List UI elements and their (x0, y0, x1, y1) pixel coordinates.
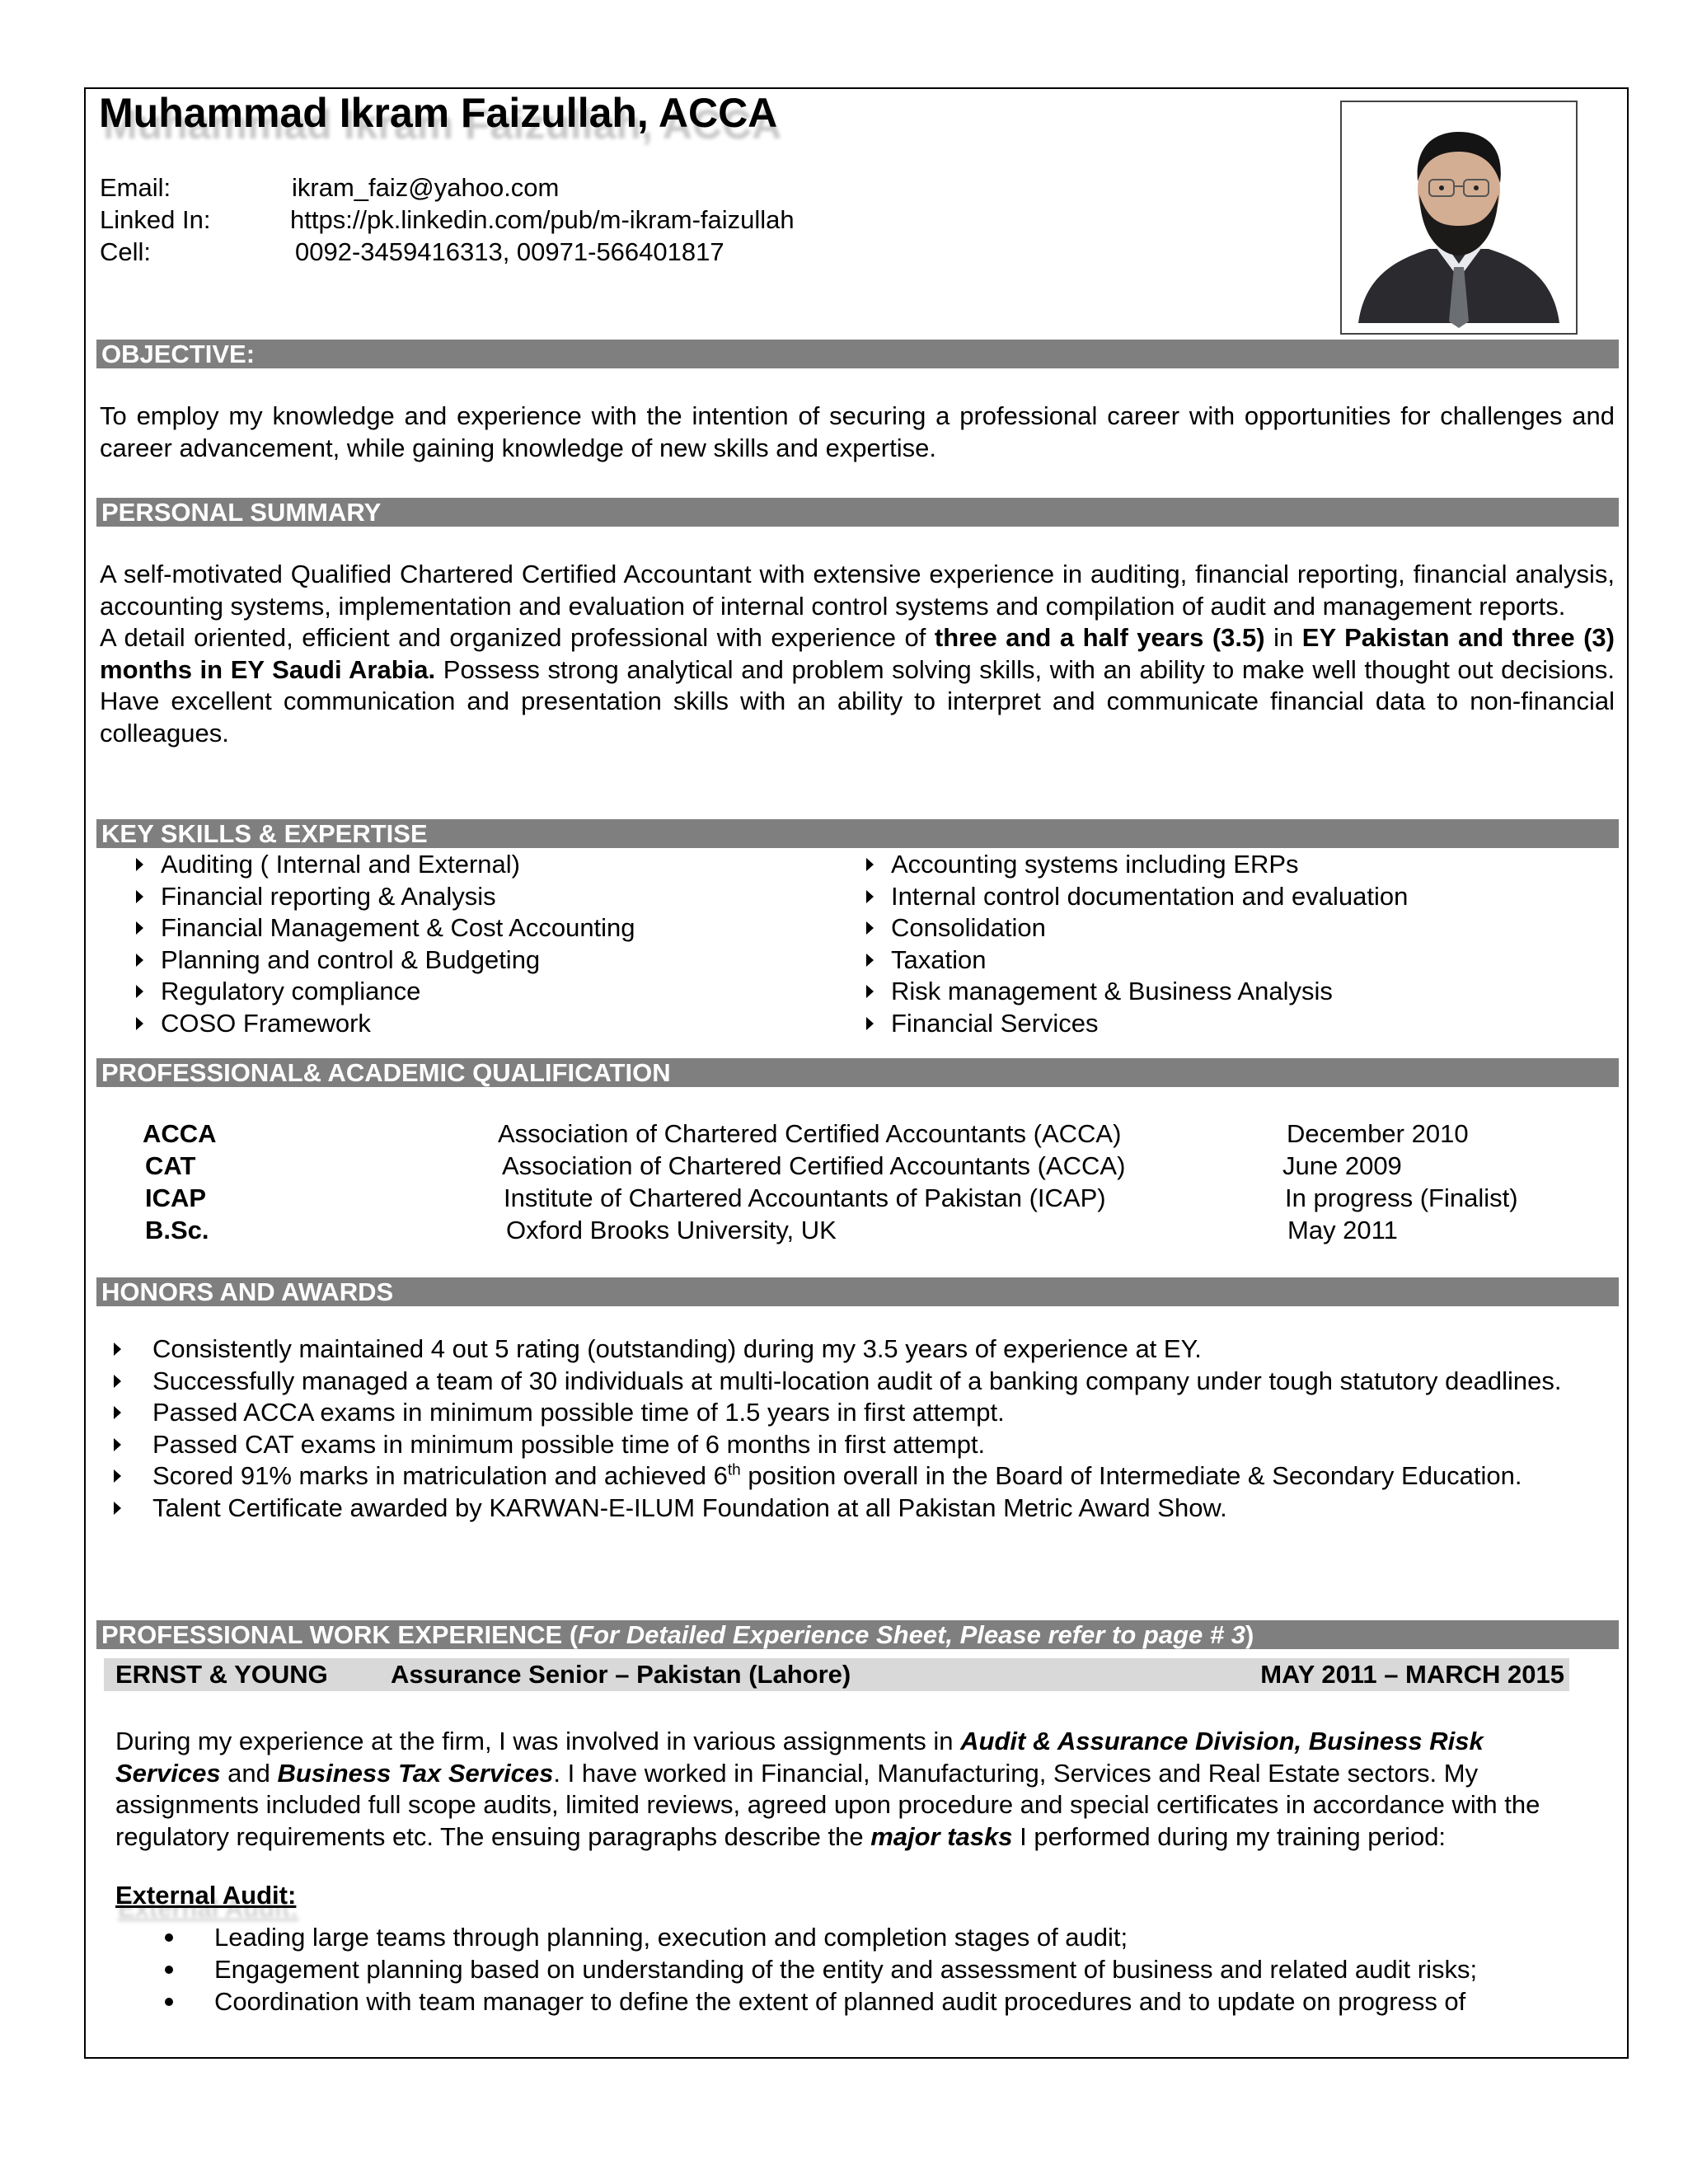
summary-paragraph-2: A detail oriented, efficient and organized professional with experience of three and a half years (3.5) in EY Pakistan and three (3) months in EY Saudi Arabia. Possess strong analytical and problem solving skills, with an ability to make well thought out decisions. Have excellent communication and presentation skills with an ability to interpret and communicate financial data to non-financial colleagues. (100, 623, 1615, 748)
bullet-dot-icon (165, 1998, 173, 2006)
qualification-heading: PROFESSIONAL& ACADEMIC QUALIFICATION (96, 1058, 1619, 1087)
external-audit-heading: External Audit: (115, 1881, 297, 1910)
arrow-bullet-icon (136, 954, 143, 967)
contact-linkedin-label: Linked In: (100, 205, 211, 234)
skill-item: Planning and control & Budgeting (96, 944, 635, 977)
award-item: Scored 91% marks in matriculation and achieved 6th position overall in the Board of Intermediate & Secondary Education. (96, 1460, 1613, 1493)
skill-item: Financial reporting & Analysis (96, 881, 635, 913)
contact-linkedin-value[interactable]: https://pk.linkedin.com/pub/m-ikram-faizullah (290, 205, 795, 234)
skill-item: Taxation (827, 944, 1408, 977)
qualification-institution: Association of Chartered Certified Accountants (ACCA) (502, 1151, 1126, 1180)
skills-right-list (827, 849, 1408, 1039)
task-item: Coordination with team manager to define the extent of planned audit procedures and to update on progress of (115, 1985, 1599, 2018)
arrow-bullet-icon (866, 858, 874, 871)
skill-item: Risk management & Business Analysis (827, 976, 1408, 1008)
contact-cell-value: 0092-3459416313, 00971-566401817 (295, 237, 724, 266)
arrow-bullet-icon (866, 1017, 874, 1030)
work-experience-heading: PROFESSIONAL WORK EXPERIENCE (For Detailed Experience Sheet, Please refer to page # 3) (96, 1620, 1619, 1649)
profile-photo (1340, 101, 1578, 335)
personal-summary-text (100, 559, 1615, 749)
skill-item: Financial Management & Cost Accounting (96, 912, 635, 944)
skills-left-list (96, 849, 635, 1039)
awards-list (96, 1333, 1613, 1524)
qualification-code: ACCA (143, 1119, 217, 1148)
contact-cell-label: Cell: (100, 237, 152, 266)
skill-item: Financial Services (827, 1008, 1408, 1040)
arrow-bullet-icon (136, 890, 143, 903)
qualification-code: B.Sc. (145, 1216, 209, 1244)
skill-item: Consolidation (827, 912, 1408, 944)
key-skills-heading: KEY SKILLS & EXPERTISE (96, 819, 1619, 848)
job-role: Assurance Senior – Pakistan (Lahore) (391, 1660, 851, 1689)
arrow-bullet-icon (136, 921, 143, 935)
arrow-bullet-icon (136, 1017, 143, 1030)
bullet-dot-icon (165, 1933, 173, 1942)
qualification-code: CAT (145, 1151, 196, 1180)
qualification-institution: Association of Chartered Certified Accountants (ACCA) (498, 1119, 1122, 1148)
skill-item: Regulatory compliance (96, 976, 635, 1008)
arrow-bullet-icon (136, 858, 143, 871)
arrow-bullet-icon (114, 1375, 121, 1388)
arrow-bullet-icon (136, 985, 143, 998)
skill-item: Accounting systems including ERPs (827, 849, 1408, 881)
summary-paragraph-1: A self-motivated Qualified Chartered Certified Accountant with extensive experience in auditing, financial reporting, financial analysis, accounting systems, implementation and evaluation of internal control systems and compilation of audit and management reports. (100, 560, 1615, 621)
arrow-bullet-icon (866, 985, 874, 998)
bullet-dot-icon (165, 1966, 173, 1974)
honors-awards-heading: HONORS AND AWARDS (96, 1277, 1619, 1306)
personal-summary-heading: PERSONAL SUMMARY (96, 498, 1619, 527)
award-item: Successfully managed a team of 30 individuals at multi-location audit of a banking company under tough statutory deadlines. (96, 1366, 1613, 1398)
qualification-date: December 2010 (1287, 1119, 1469, 1148)
candidate-name: Muhammad Ikram Faizullah, ACCA (99, 90, 778, 136)
arrow-bullet-icon (866, 954, 874, 967)
job-description: During my experience at the firm, I was involved in various assignments in Audit & Assurance Division, Business Risk Services and Business Tax Services. I have worked in Financial, Manufacturing, Services and Real Estate sectors. My assignments included full scope audits, limited reviews, agreed upon procedure and special certificates in accordance with the regulatory requirements etc. The ensuing paragraphs describe the major tasks I performed during my training period: (115, 1727, 1540, 1851)
skill-item: Internal control documentation and evaluation (827, 881, 1408, 913)
qualification-code: ICAP (145, 1183, 207, 1212)
task-item: Leading large teams through planning, execution and completion stages of audit; (115, 1921, 1599, 1953)
qualification-date: May 2011 (1287, 1216, 1398, 1244)
award-item: Talent Certificate awarded by KARWAN-E-ILUM Foundation at all Pakistan Metric Award Show. (96, 1493, 1613, 1525)
arrow-bullet-icon (866, 890, 874, 903)
arrow-bullet-icon (866, 921, 874, 935)
resume-page (84, 87, 1629, 2059)
objective-text: To employ my knowledge and experience with the intention of securing a professional career with opportunities for challenges and career advancement, while gaining knowledge of new skills and expertise. (100, 401, 1615, 462)
profile-photo-image (1342, 102, 1576, 333)
qualification-institution: Oxford Brooks University, UK (506, 1216, 837, 1244)
arrow-bullet-icon (114, 1469, 121, 1483)
qualification-date: June 2009 (1282, 1151, 1402, 1180)
job-period: MAY 2011 – MARCH 2015 (1260, 1660, 1564, 1689)
task-item: Engagement planning based on understanding of the entity and assessment of business and related audit risks; (115, 1953, 1599, 1985)
arrow-bullet-icon (114, 1502, 121, 1515)
arrow-bullet-icon (114, 1406, 121, 1419)
contact-email-label: Email: (100, 173, 171, 202)
arrow-bullet-icon (114, 1343, 121, 1356)
award-item: Consistently maintained 4 out 5 rating (outstanding) during my 3.5 years of experience at EY. (96, 1333, 1613, 1366)
qualification-date: In progress (Finalist) (1285, 1183, 1518, 1212)
contact-email-value[interactable]: ikram_faiz@yahoo.com (292, 173, 560, 202)
job-company: ERNST & YOUNG (115, 1660, 328, 1689)
qualification-institution: Institute of Chartered Accountants of Pakistan (ICAP) (504, 1183, 1106, 1212)
award-item: Passed ACCA exams in minimum possible time of 1.5 years in first attempt. (96, 1397, 1613, 1429)
skill-item: COSO Framework (96, 1008, 635, 1040)
arrow-bullet-icon (114, 1438, 121, 1451)
objective-heading: OBJECTIVE: (96, 340, 1619, 368)
external-audit-tasks (115, 1921, 1599, 2018)
award-item: Passed CAT exams in minimum possible time of 6 months in first attempt. (96, 1429, 1613, 1461)
skill-item: Auditing ( Internal and External) (96, 849, 635, 881)
job-header (104, 1658, 1569, 1691)
